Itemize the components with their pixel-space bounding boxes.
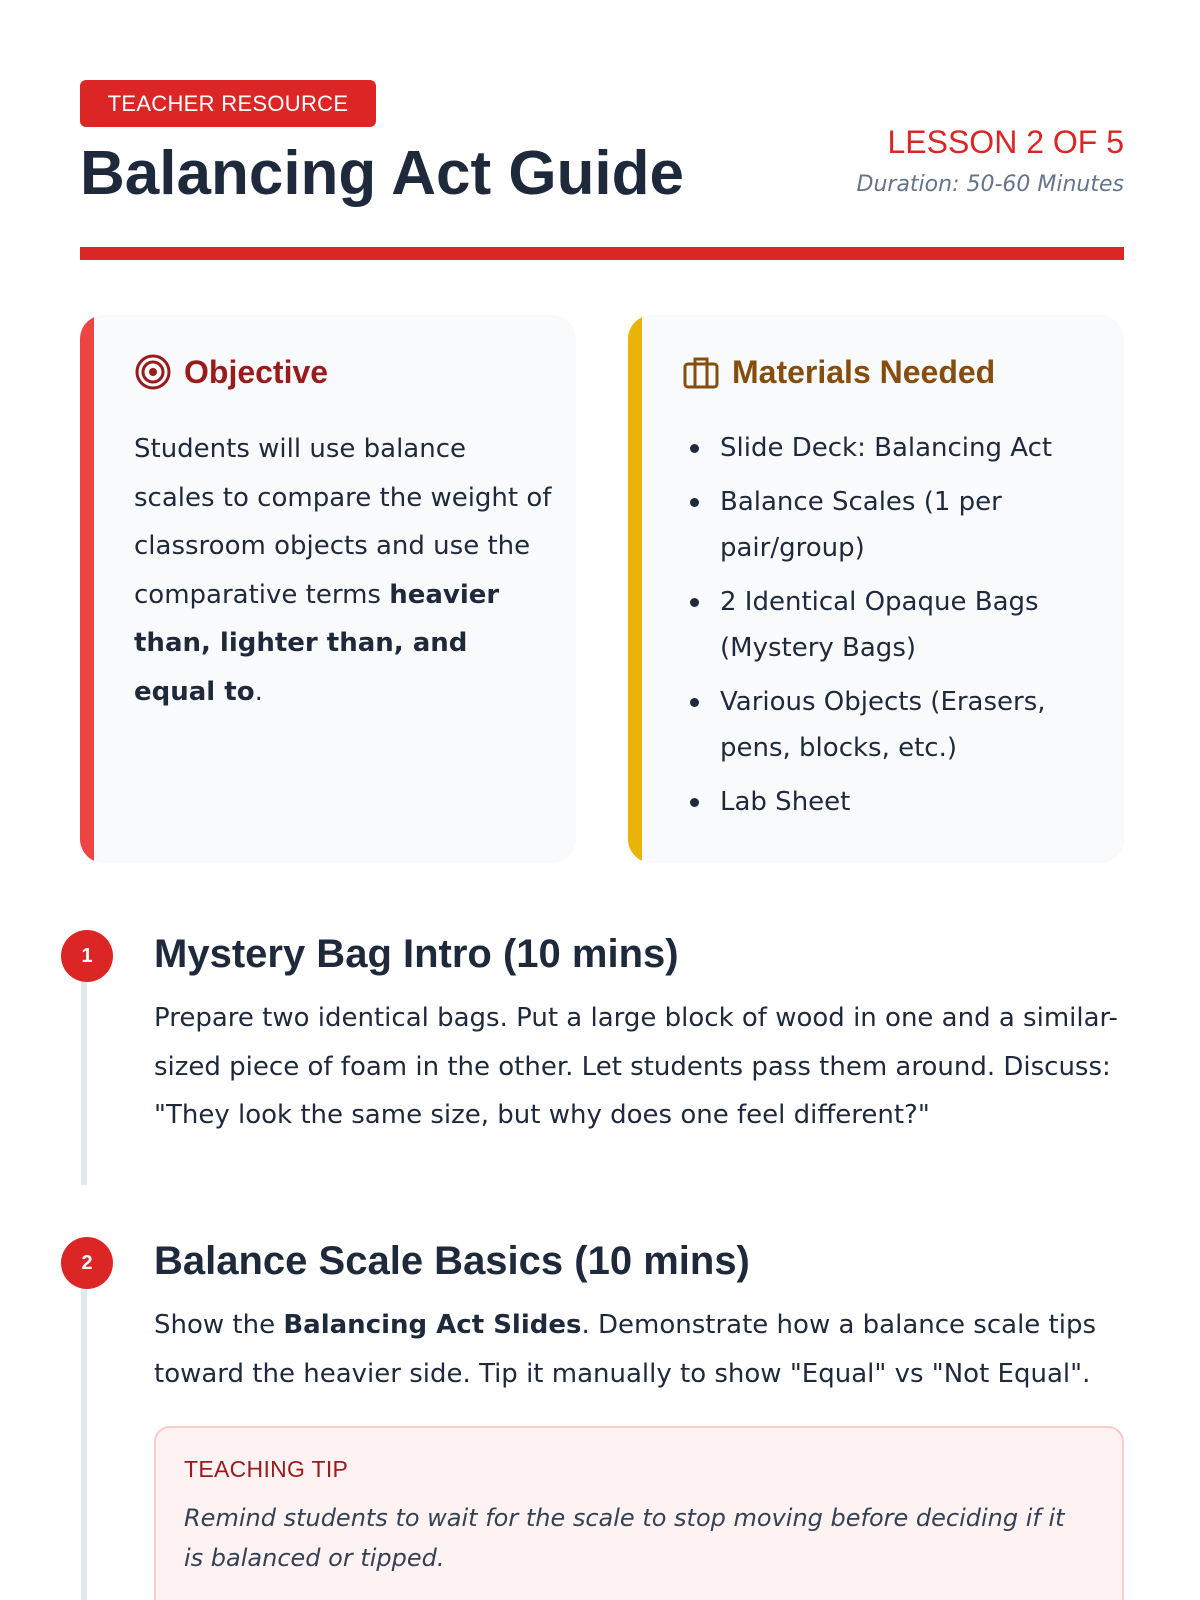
briefcase-icon	[682, 353, 720, 391]
step-number-badge: 2	[61, 1237, 113, 1289]
objective-header	[134, 353, 328, 391]
objective-heading: Objective	[184, 353, 329, 390]
step-number-badge: 1	[61, 930, 113, 982]
header-divider	[80, 247, 1124, 260]
materials-list	[682, 425, 1102, 833]
step-title: Mystery Bag Intro (10 mins)	[154, 932, 679, 976]
teaching-tip-text: Remind students to wait for the scale to stop moving before deciding if it is balanced or tipped.	[184, 1504, 1065, 1572]
step-description: Prepare two identical bags. Put a large block of wood in one and a similar-sized piece of foam in the other. Let students pass them around. Discuss: "They look the same size, but why does one feel different?"	[154, 1003, 1118, 1130]
objective-accent-stripe	[80, 315, 94, 863]
materials-item: Various Objects (Erasers, pens, blocks, etc.)	[682, 679, 1102, 771]
slides-reference: Balancing Act Slides	[283, 1310, 582, 1340]
materials-item: Slide Deck: Balancing Act	[682, 425, 1102, 471]
materials-heading: Materials Needed	[732, 353, 996, 390]
materials-header	[682, 353, 995, 391]
materials-item: Balance Scales (1 per pair/group)	[682, 479, 1102, 571]
materials-card	[628, 315, 1124, 863]
timeline-connector	[81, 960, 87, 1185]
objective-text-end: .	[254, 676, 263, 707]
objective-card	[80, 315, 576, 863]
objective-text-plain: Students will use balance scales to compare the weight of classroom objects and use the comparative terms	[134, 434, 552, 610]
teaching-tip-label: TEACHING TIP	[184, 1456, 349, 1482]
timeline-connector	[81, 1268, 87, 1600]
teaching-tip-box	[154, 1426, 1124, 1600]
step-title: Balance Scale Basics (10 mins)	[154, 1239, 750, 1283]
step-text: . Demonstrate how a balance scale tips toward the heavier side. Tip it manually to show "Equal" vs "Not Equal".	[154, 1310, 1097, 1389]
target-icon	[134, 353, 172, 391]
page-title: Balancing Act Guide	[80, 139, 685, 208]
objective-comparative-terms: heavier than, lighter than, and equal to	[134, 579, 500, 707]
lesson-duration: Duration: 50-60 Minutes	[856, 172, 1124, 197]
step-description	[154, 1301, 1126, 1398]
lesson-number: LESSON 2 OF 5	[887, 124, 1124, 160]
materials-item: 2 Identical Opaque Bags (Mystery Bags)	[682, 579, 1102, 671]
materials-item: Lab Sheet	[682, 779, 1102, 825]
materials-accent-stripe	[628, 315, 642, 863]
step-text: Show the	[154, 1310, 284, 1340]
objective-text	[134, 425, 554, 716]
teacher-resource-badge: TEACHER RESOURCE	[80, 80, 376, 127]
